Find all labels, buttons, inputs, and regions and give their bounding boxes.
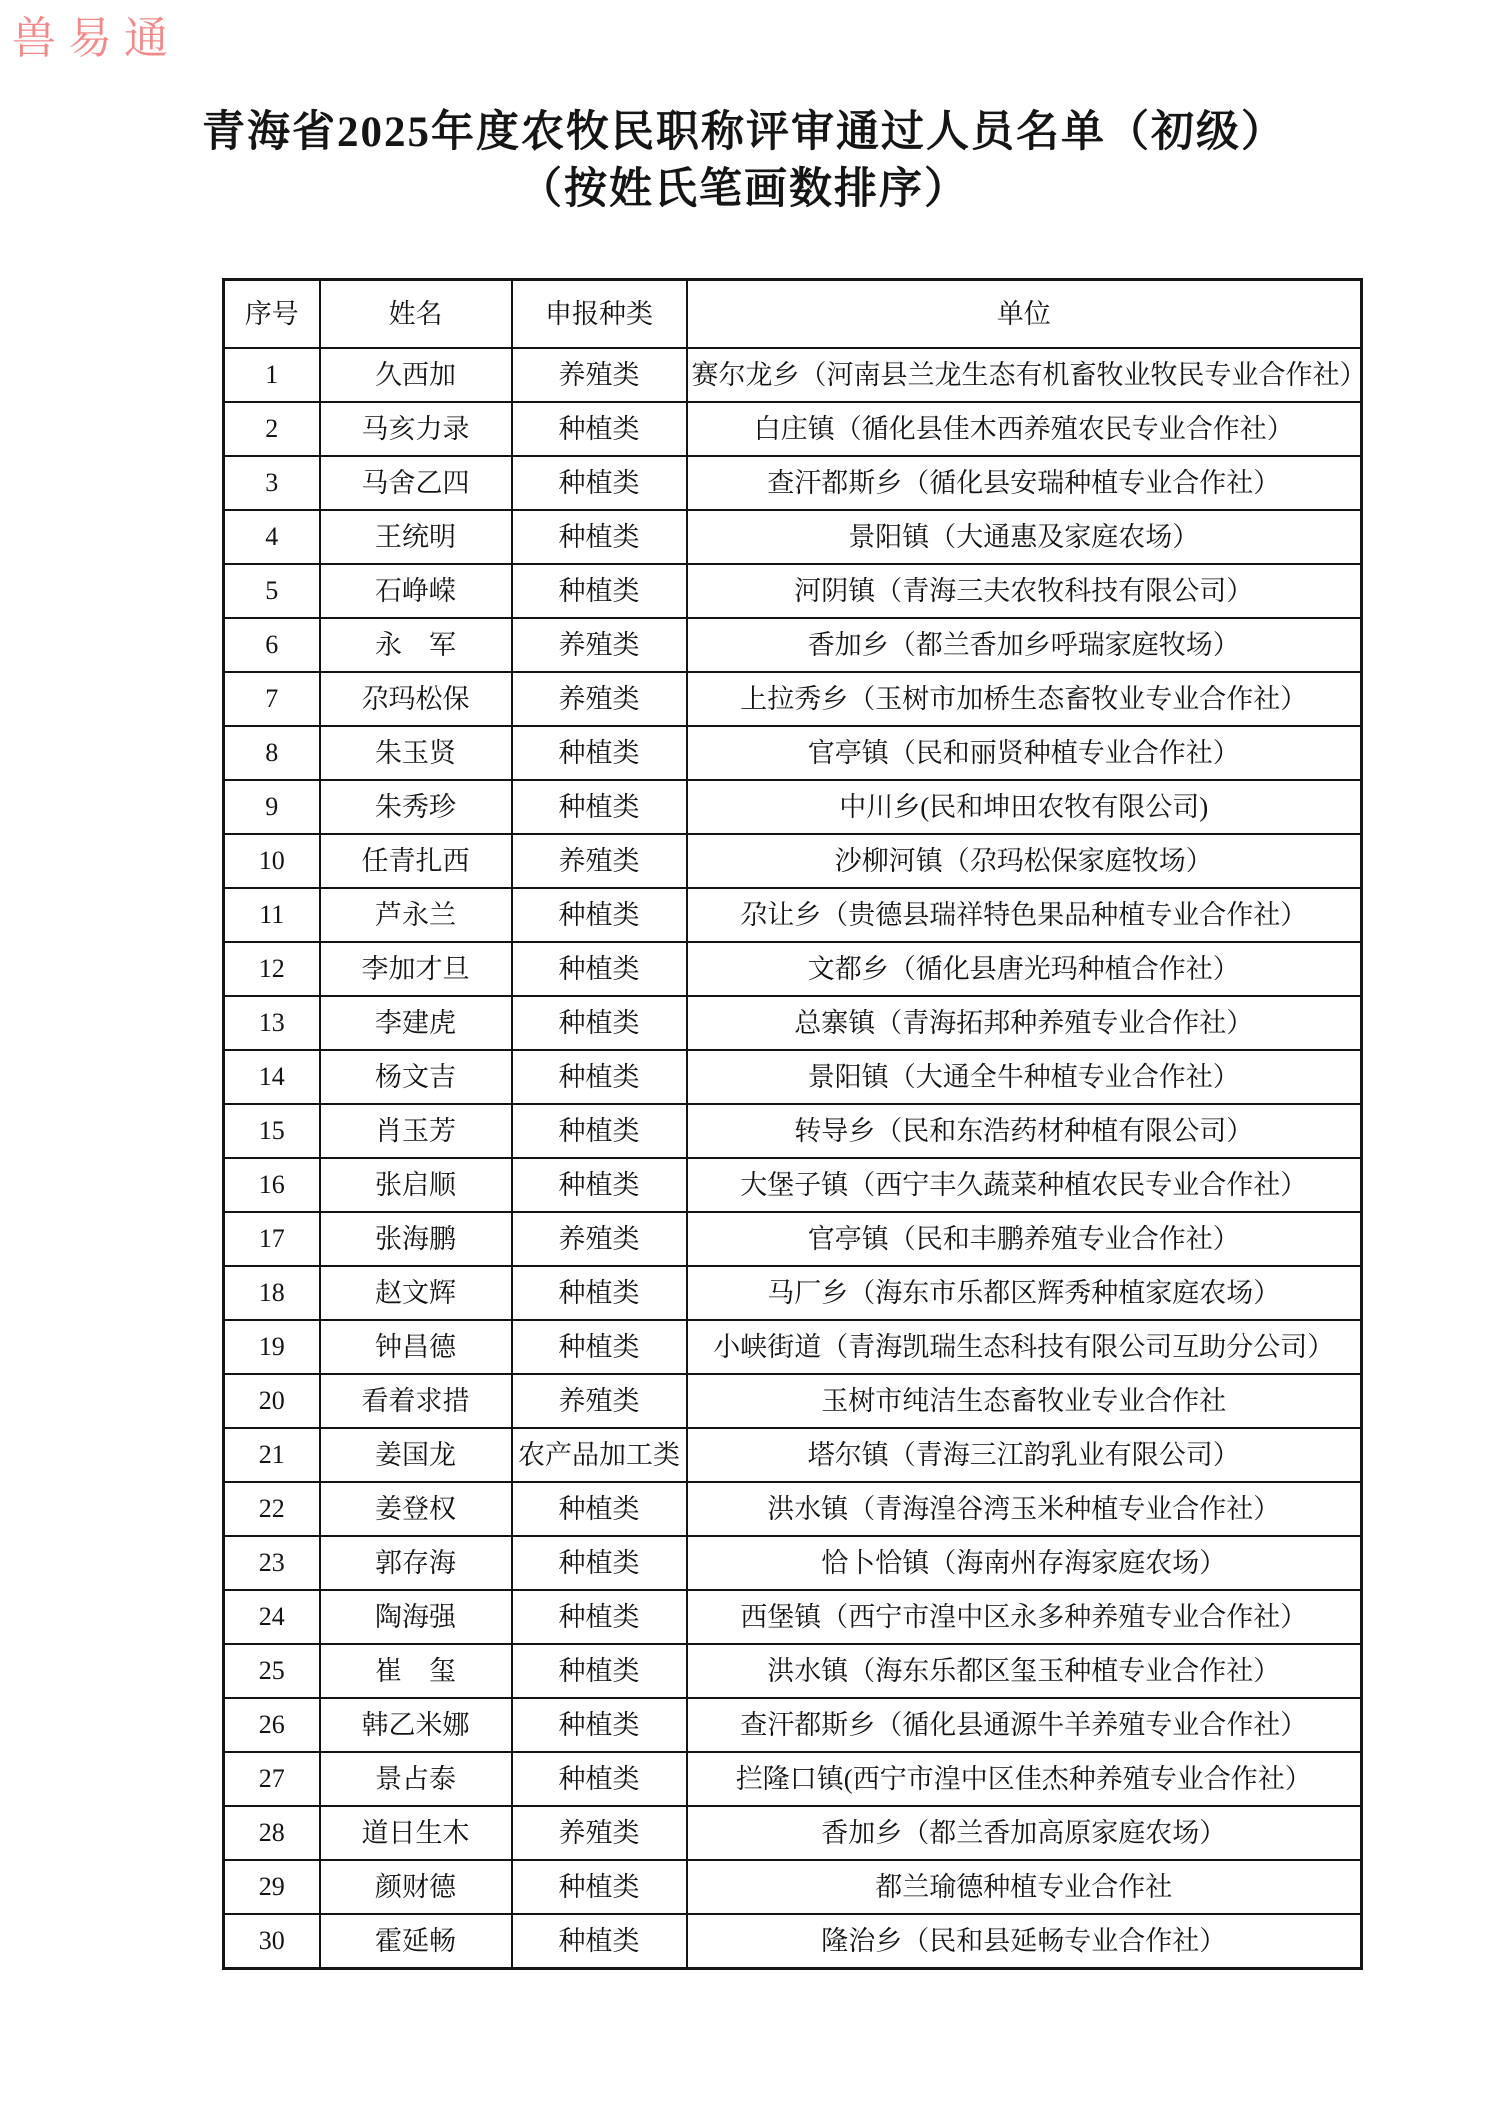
table-row (224, 1536, 1362, 1590)
name-cell: 芦永兰 (320, 888, 512, 942)
table-row (224, 1374, 1362, 1428)
header-serial-number: 序号 (224, 280, 320, 349)
name-cell: 李建虎 (320, 996, 512, 1050)
name-cell: 陶海强 (320, 1590, 512, 1644)
table-row (224, 510, 1362, 564)
unit-cell: 转导乡（民和东浩药材种植有限公司） (687, 1104, 1362, 1158)
table-row (224, 1212, 1362, 1266)
header-unit: 单位 (687, 280, 1362, 349)
serial-number-cell: 7 (224, 672, 320, 726)
table-row (224, 888, 1362, 942)
category-cell: 种植类 (512, 1698, 687, 1752)
category-cell: 养殖类 (512, 672, 687, 726)
table-row (224, 672, 1362, 726)
unit-cell: 官亭镇（民和丰鹏养殖专业合作社） (687, 1212, 1362, 1266)
serial-number-cell: 11 (224, 888, 320, 942)
name-cell: 任青扎西 (320, 834, 512, 888)
header-name: 姓名 (320, 280, 512, 349)
name-cell: 久西加 (320, 348, 512, 402)
document-title (0, 104, 1488, 218)
table-row (224, 564, 1362, 618)
serial-number-cell: 3 (224, 456, 320, 510)
table-row (224, 996, 1362, 1050)
serial-number-cell: 1 (224, 348, 320, 402)
category-cell: 种植类 (512, 996, 687, 1050)
unit-cell: 白庄镇（循化县佳木西养殖农民专业合作社） (687, 402, 1362, 456)
category-cell: 种植类 (512, 1158, 687, 1212)
table-row (224, 942, 1362, 996)
table-row (224, 1698, 1362, 1752)
name-cell: 韩乙米娜 (320, 1698, 512, 1752)
unit-cell: 查汗都斯乡（循化县通源牛羊养殖专业合作社） (687, 1698, 1362, 1752)
category-cell: 养殖类 (512, 1806, 687, 1860)
name-cell: 郭存海 (320, 1536, 512, 1590)
serial-number-cell: 14 (224, 1050, 320, 1104)
category-cell: 养殖类 (512, 1212, 687, 1266)
name-cell: 马舍乙四 (320, 456, 512, 510)
serial-number-cell: 18 (224, 1266, 320, 1320)
unit-cell: 玉树市纯洁生态畜牧业专业合作社 (687, 1374, 1362, 1428)
table-row (224, 1806, 1362, 1860)
table-body (224, 348, 1367, 1969)
table-row (224, 1860, 1362, 1914)
name-cell: 钟昌德 (320, 1320, 512, 1374)
serial-number-cell: 23 (224, 1536, 320, 1590)
table-row (224, 780, 1362, 834)
title-line-1: 青海省2025年度农牧民职称评审通过人员名单（初级） (202, 109, 1286, 156)
category-cell: 种植类 (512, 1482, 687, 1536)
table-row (224, 1914, 1362, 1969)
serial-number-cell: 19 (224, 1320, 320, 1374)
name-cell: 石峥嵘 (320, 564, 512, 618)
category-cell: 种植类 (512, 456, 687, 510)
table-row (224, 1320, 1362, 1374)
category-cell: 种植类 (512, 1536, 687, 1590)
unit-cell: 沙柳河镇（尕玛松保家庭牧场） (687, 834, 1362, 888)
serial-number-cell: 21 (224, 1428, 320, 1482)
category-cell: 种植类 (512, 1104, 687, 1158)
table-row (224, 1752, 1362, 1806)
category-cell: 种植类 (512, 1266, 687, 1320)
name-cell: 永 军 (320, 618, 512, 672)
unit-cell: 上拉秀乡（玉树市加桥生态畜牧业专业合作社） (687, 672, 1362, 726)
name-cell: 尕玛松保 (320, 672, 512, 726)
name-cell: 张海鹏 (320, 1212, 512, 1266)
name-cell: 景占泰 (320, 1752, 512, 1806)
unit-cell: 恰卜恰镇（海南州存海家庭农场） (687, 1536, 1362, 1590)
name-cell: 姜登权 (320, 1482, 512, 1536)
unit-cell: 中川乡(民和坤田农牧有限公司) (687, 780, 1362, 834)
serial-number-cell: 27 (224, 1752, 320, 1806)
roster-table (222, 278, 1367, 1970)
unit-cell: 河阴镇（青海三夫农牧科技有限公司） (687, 564, 1362, 618)
name-cell: 张启顺 (320, 1158, 512, 1212)
table-row (224, 834, 1362, 888)
table-row (224, 618, 1362, 672)
unit-cell: 查汗都斯乡（循化县安瑞种植专业合作社） (687, 456, 1362, 510)
unit-cell: 大堡子镇（西宁丰久蔬菜种植农民专业合作社） (687, 1158, 1362, 1212)
category-cell: 养殖类 (512, 1374, 687, 1428)
category-cell: 种植类 (512, 1914, 687, 1969)
unit-cell: 香加乡（都兰香加乡呼瑞家庭牧场） (687, 618, 1362, 672)
name-cell: 朱玉贤 (320, 726, 512, 780)
name-cell: 杨文吉 (320, 1050, 512, 1104)
unit-cell: 总寨镇（青海拓邦种养殖专业合作社） (687, 996, 1362, 1050)
serial-number-cell: 6 (224, 618, 320, 672)
serial-number-cell: 5 (224, 564, 320, 618)
unit-cell: 洪水镇（青海湟谷湾玉米种植专业合作社） (687, 1482, 1362, 1536)
category-cell: 种植类 (512, 780, 687, 834)
unit-cell: 马厂乡（海东市乐都区辉秀种植家庭农场） (687, 1266, 1362, 1320)
serial-number-cell: 28 (224, 1806, 320, 1860)
table-row (224, 1158, 1362, 1212)
unit-cell: 赛尔龙乡（河南县兰龙生态有机畜牧业牧民专业合作社） (687, 348, 1362, 402)
serial-number-cell: 16 (224, 1158, 320, 1212)
table-row (224, 726, 1362, 780)
category-cell: 种植类 (512, 510, 687, 564)
category-cell: 种植类 (512, 1860, 687, 1914)
table-row (224, 1266, 1362, 1320)
unit-cell: 文都乡（循化县唐光玛种植合作社） (687, 942, 1362, 996)
table-row (224, 1050, 1362, 1104)
serial-number-cell: 4 (224, 510, 320, 564)
unit-cell: 景阳镇（大通惠及家庭农场） (687, 510, 1362, 564)
category-cell: 种植类 (512, 888, 687, 942)
unit-cell: 景阳镇（大通全牛种植专业合作社） (687, 1050, 1362, 1104)
name-cell: 颜财德 (320, 1860, 512, 1914)
serial-number-cell: 24 (224, 1590, 320, 1644)
category-cell: 种植类 (512, 942, 687, 996)
name-cell: 道日生木 (320, 1806, 512, 1860)
header-application-category: 申报种类 (512, 280, 687, 349)
category-cell: 种植类 (512, 1752, 687, 1806)
serial-number-cell: 30 (224, 1914, 320, 1969)
table-row (224, 456, 1362, 510)
name-cell: 崔 玺 (320, 1644, 512, 1698)
watermark-logo-text: 兽易通 (12, 14, 180, 63)
category-cell: 种植类 (512, 1590, 687, 1644)
table-row (224, 1428, 1362, 1482)
name-cell: 姜国龙 (320, 1428, 512, 1482)
name-cell: 马亥力录 (320, 402, 512, 456)
table-row (224, 348, 1362, 402)
serial-number-cell: 20 (224, 1374, 320, 1428)
table-row (224, 1104, 1362, 1158)
name-cell: 肖玉芳 (320, 1104, 512, 1158)
serial-number-cell: 17 (224, 1212, 320, 1266)
serial-number-cell: 29 (224, 1860, 320, 1914)
unit-cell: 香加乡（都兰香加高原家庭农场） (687, 1806, 1362, 1860)
table-row (224, 402, 1362, 456)
unit-cell: 塔尔镇（青海三江韵乳业有限公司） (687, 1428, 1362, 1482)
serial-number-cell: 22 (224, 1482, 320, 1536)
table-row (224, 1590, 1362, 1644)
name-cell: 赵文辉 (320, 1266, 512, 1320)
category-cell: 养殖类 (512, 834, 687, 888)
serial-number-cell: 10 (224, 834, 320, 888)
category-cell: 种植类 (512, 726, 687, 780)
serial-number-cell: 13 (224, 996, 320, 1050)
category-cell: 种植类 (512, 564, 687, 618)
serial-number-cell: 9 (224, 780, 320, 834)
unit-cell: 洪水镇（海东乐都区玺玉种植专业合作社） (687, 1644, 1362, 1698)
category-cell: 农产品加工类 (512, 1428, 687, 1482)
unit-cell: 西堡镇（西宁市湟中区永多种养殖专业合作社） (687, 1590, 1362, 1644)
serial-number-cell: 8 (224, 726, 320, 780)
category-cell: 种植类 (512, 1644, 687, 1698)
title-line-2: （按姓氏笔画数排序） (519, 166, 969, 213)
category-cell: 种植类 (512, 1050, 687, 1104)
serial-number-cell: 15 (224, 1104, 320, 1158)
name-cell: 李加才旦 (320, 942, 512, 996)
unit-cell: 都兰瑜德种植专业合作社 (687, 1860, 1362, 1914)
category-cell: 种植类 (512, 402, 687, 456)
serial-number-cell: 26 (224, 1698, 320, 1752)
unit-cell: 官亭镇（民和丽贤种植专业合作社） (687, 726, 1362, 780)
table-row (224, 1482, 1362, 1536)
table-header-row (224, 280, 1362, 349)
name-cell: 霍延畅 (320, 1914, 512, 1969)
serial-number-cell: 12 (224, 942, 320, 996)
serial-number-cell: 2 (224, 402, 320, 456)
category-cell: 养殖类 (512, 348, 687, 402)
serial-number-cell: 25 (224, 1644, 320, 1698)
name-cell: 朱秀珍 (320, 780, 512, 834)
unit-cell: 小峡街道（青海凯瑞生态科技有限公司互助分公司） (687, 1320, 1362, 1374)
name-cell: 王统明 (320, 510, 512, 564)
category-cell: 种植类 (512, 1320, 687, 1374)
name-cell: 看着求措 (320, 1374, 512, 1428)
table-row (224, 1644, 1362, 1698)
unit-cell: 隆治乡（民和县延畅专业合作社） (687, 1914, 1362, 1969)
unit-cell: 拦隆口镇(西宁市湟中区佳杰种养殖专业合作社） (687, 1752, 1362, 1806)
category-cell: 养殖类 (512, 618, 687, 672)
unit-cell: 尕让乡（贵德县瑞祥特色果品种植专业合作社） (687, 888, 1362, 942)
